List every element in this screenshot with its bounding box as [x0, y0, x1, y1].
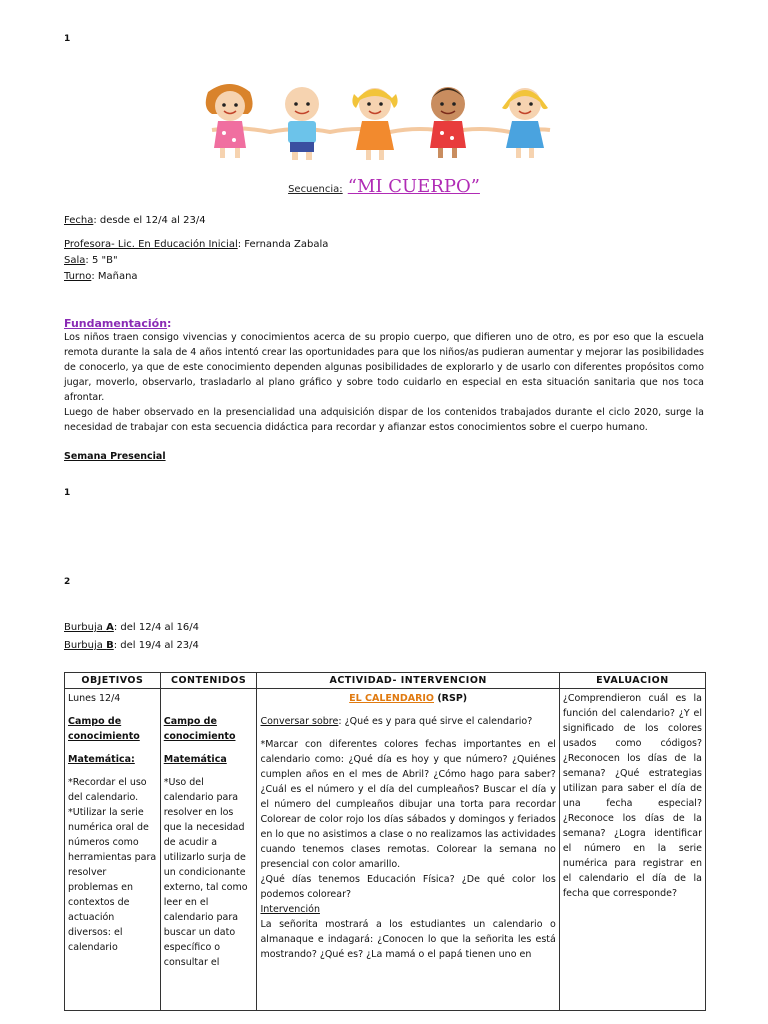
sequence-label: Secuencia: [288, 184, 343, 195]
burbuja-a-letter: A [106, 622, 114, 633]
fundamentacion-heading-text: Fundamentación [64, 317, 168, 330]
fecha-label: Fecha [64, 215, 94, 226]
sequence-title: “MI CUERPO” [347, 176, 480, 197]
burbuja-b-label: Burbuja [64, 640, 107, 651]
cell-actividad [257, 689, 559, 1011]
profesora-value: : Fernanda Zabala [237, 239, 329, 250]
list-number-2: 2 [64, 577, 71, 587]
child-figure [285, 87, 319, 160]
burbuja-a-label: Burbuja [64, 622, 107, 633]
turno-line [64, 270, 138, 284]
evaluacion-text: ¿Comprendieron cuál es la función del calendario? ¿Y el significado de los colores usados como códigos? ¿Reconocen los días de la semana? ¿Qué estrategias utilizan para saber el día de una fecha especial? ¿Reconoce los días de la semana? ¿Logra identificar el número en la serie numérica para registrar en el calendario el día de la fecha que corresponde? [562, 693, 702, 899]
table-header-row [65, 673, 706, 689]
fecha-value: : desde el 12/4 al 23/4 [93, 215, 206, 226]
burbuja-b-line [64, 639, 199, 653]
actividad-title-row [260, 691, 555, 706]
turno-value: : Mañana [91, 271, 138, 282]
burbuja-a-line [64, 621, 199, 635]
conversar-label: Conversar sobre [260, 716, 339, 727]
marcar-text: *Marcar con diferentes colores fechas importantes en el calendario como: ¿Qué día es hoy y que número? ¿Quiénes cumplen años en el mes de Abril? ¿Cómo hago para saber? ¿Cuál es el número y el día del cumpleaños? Buscar el día y el número del cumpleaños dibujar una torta para recordar Colorear de color rojo los días sábados y domingos y feriados en lo que no asistimos a clase o no realizamos las actividades cuando tenemos clases remotas. Colorear la semana no presencial con color amarillo. [260, 739, 556, 870]
fundamentacion-heading [64, 312, 171, 331]
intervencion-text: La señorita mostrará a los estudiantes un calendario o almanaque e indagará: ¿Conocen lo que la señorita les está mostrando? ¿Qué es? ¿La mamá o el papá tienen uno en [260, 919, 556, 960]
header-evaluacion: EVALUACION [559, 673, 705, 689]
burbuja-a-value: : del 12/4 al 16/4 [113, 622, 200, 633]
fundamentacion-colon: : [167, 317, 172, 330]
contenidos-campo: Campo de conocimiento [163, 716, 236, 742]
sala-line [64, 254, 118, 268]
objetivos-campo: Campo de conocimiento [68, 716, 140, 742]
table-row [65, 689, 706, 1011]
header-contenidos: CONTENIDOS [160, 673, 257, 689]
fecha-line [64, 214, 206, 228]
profesora-line [64, 238, 328, 252]
turno-label: Turno [64, 271, 92, 282]
page-number: 1 [64, 34, 71, 44]
burbuja-b-letter: B [106, 640, 114, 651]
burbuja-b-value: : del 19/4 al 23/4 [113, 640, 199, 651]
objetivo-item-2: *Utilizar la serie numérica oral de números como herramientas para resolver problemas en contextos de actuación diversos: el calendario [68, 807, 157, 953]
cell-objetivos [65, 689, 161, 1011]
child-figure [430, 87, 466, 158]
planning-table [64, 672, 706, 1011]
objetivo-item-1: *Recordar el uso del calendario. [68, 777, 147, 803]
sequence-title-row [0, 176, 768, 197]
intervencion-label: Intervención [260, 904, 320, 915]
contenidos-text: *Uso del calendario para resolver en los que la necesidad de acudir a utilizarlo surja de un condicionante externo, tal como leer en el calendario para buscar un dato específico o consultar el [163, 777, 248, 968]
header-actividad: ACTIVIDAD- INTERVENCION [257, 673, 559, 689]
profesora-label: Profesora- Lic. En Educación Inicial [64, 239, 238, 250]
actividad-title: EL CALENDARIO [349, 693, 435, 704]
sala-label: Sala [64, 255, 86, 266]
cell-contenidos [160, 689, 257, 1011]
fundamentacion-paragraph-1: Los niños traen consigo vivencias y conocimientos acerca de su propio cuerpo, que difieren uno de otro, es por eso que la escuela remota durante la sala de 4 años intentó crear las oportunidades para que los niños/as pudieran aumentar y mejorar las posibilidades de conocerlo, ya que de este conocimiento dependen algunas posibilidades de explorarlo y de usarlo con diferentes propósitos como jugar, moverlo, observarlo, trasladarlo al plano gráfico y sobre todo cuidarlo en especial en esta situación sanitaria que nos toca afrontar. [64, 332, 704, 403]
conversar-line [260, 714, 555, 729]
objetivos-area: Matemática: [68, 754, 135, 765]
day-label: Lunes 12/4 [68, 693, 121, 704]
conversar-text: : ¿Qué es y para qué sirve el calendario? [338, 716, 533, 727]
actividad-title-suffix: (RSP) [434, 693, 468, 704]
semana-presencial-heading: Semana Presencial [64, 451, 166, 462]
sala-value: : 5 "B" [85, 255, 118, 266]
children-illustration [190, 78, 568, 162]
list-number-1: 1 [64, 488, 71, 498]
fisica-text: ¿Qué días tenemos Educación Física? ¿De qué color los podemos colorear? [260, 874, 556, 900]
header-objetivos: OBJETIVOS [65, 673, 161, 689]
fundamentacion-paragraph-2: Luego de haber observado en la presencialidad una adquisición dispar de los contenidos trabajados durante el ciclo 2020, surge la necesidad de trabajar con esta secuencia didáctica para recordar y afianzar estos conocimientos sobre el cuerpo humano. [64, 407, 704, 433]
contenidos-area: Matemática [163, 754, 227, 765]
cell-evaluacion [559, 689, 705, 1011]
